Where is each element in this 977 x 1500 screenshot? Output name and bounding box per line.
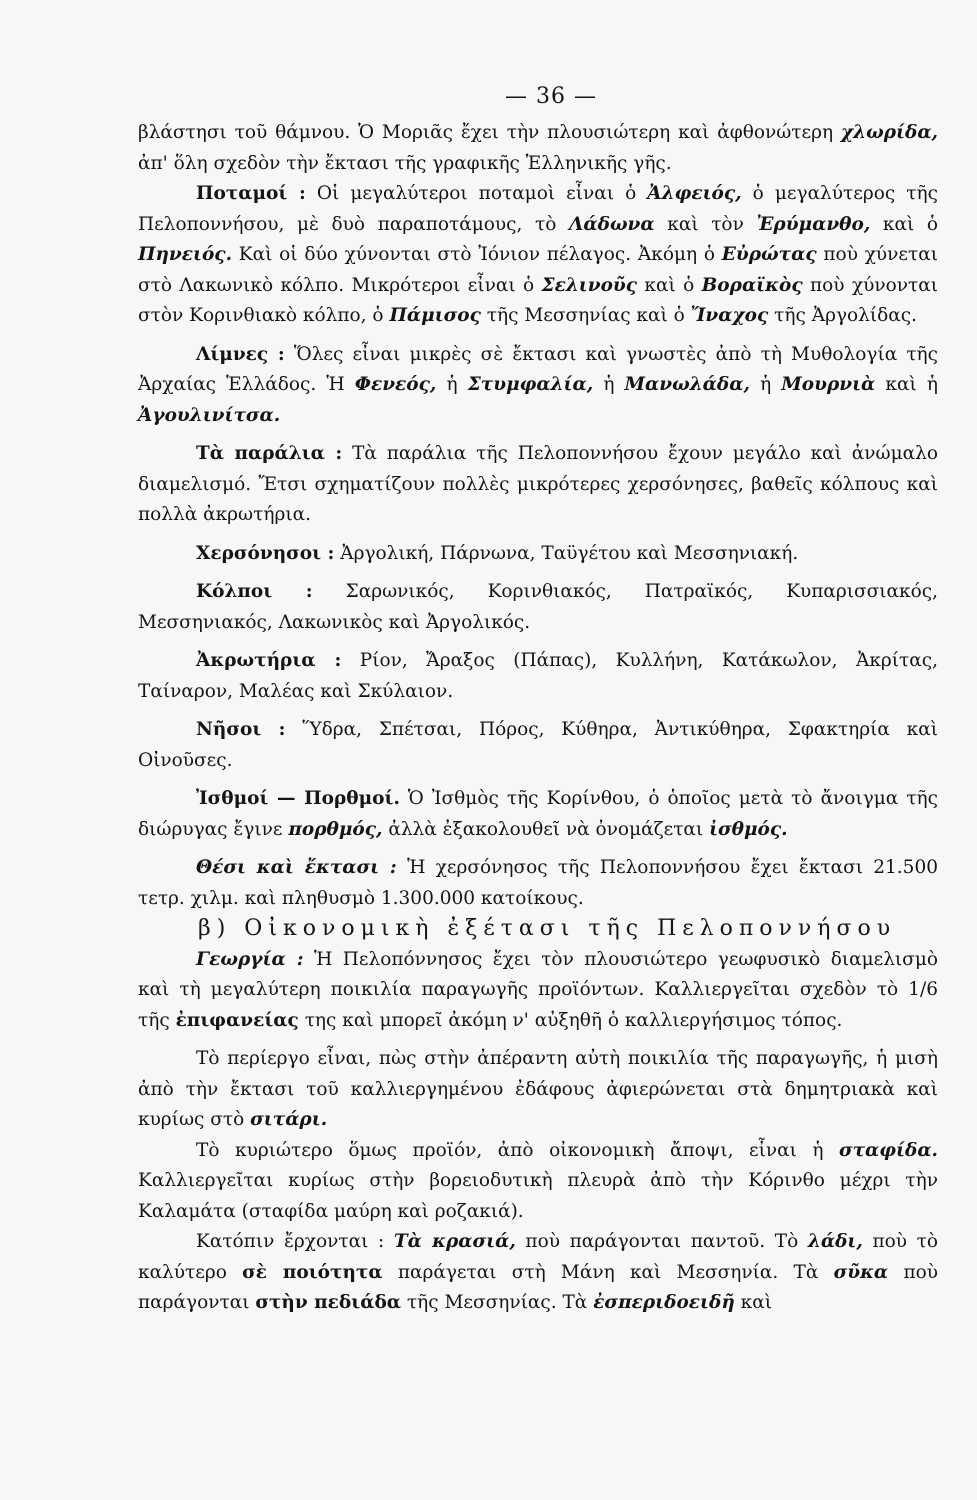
emphasis: λάδι,: [807, 1231, 863, 1252]
text: ποὺ χύνεται στὸ Λακωνικὸ κόλπο. Μικρότεροι εἶναι ὁ: [138, 244, 938, 296]
text: τῆς Μεσσηνίας. Τὰ: [401, 1292, 594, 1313]
text: βλάστησι τοῦ θάμνου. Ὁ Μοριᾶς ἔχει τὴν πλουσιώτερη καὶ ἀφθονώτερη: [138, 122, 841, 143]
text: ἡ: [593, 374, 625, 395]
text: Σαρωνικός, Κορινθιακός, Πατραϊκός, Κυπαρισσιακός, Μεσσηνιακός, Λακωνικὸς καὶ Ἀργολικός.: [138, 581, 938, 633]
section-label: Κόλποι :: [196, 581, 313, 602]
paragraph-peninsulas: [138, 539, 938, 570]
text: Ρίον, Ἄραξος (Πάπας), Κυλλήνη, Κατάκωλον, Ἀκρίτας, Ταίναρον, Μαλέας καὶ Σκύλαιον.: [138, 650, 938, 702]
text: της καὶ μπορεῖ ἀκόμη ν' αὐξηθῆ ὁ καλλιεργήσιμος τόπος.: [298, 1009, 843, 1031]
text: καὶ ὁ: [870, 213, 938, 235]
emphasis: Ἀλφειός,: [647, 183, 742, 204]
section-label: Γεωργία :: [196, 948, 304, 970]
emphasis: Ἴναχος: [690, 305, 769, 326]
text: καὶ ἡ: [875, 374, 938, 395]
emphasis: σιτάρι.: [250, 1109, 328, 1130]
text: ὁ μεγαλύτερος τῆς Πελοποννήσου, μὲ δυὸ παραποτάμους, τὸ: [138, 183, 938, 235]
paragraph-intro: [138, 118, 938, 179]
emphasis: πορθμός,: [288, 818, 383, 840]
emphasis: Μουρνιὰ: [781, 374, 876, 395]
paragraph-capes: [138, 646, 938, 707]
section-label: Χερσόνησοι :: [196, 542, 335, 564]
section-label: Θέσι καὶ ἔκτασι :: [196, 857, 397, 878]
text: Ἡ Πελοπόννησος ἔχει τὸν πλουσιώτερο γεωφυσικὸ διαμελισμὸ καὶ τὴ μεγαλύτερη ποικιλία παραγωγῆς προϊόντων. Καλλιεργεῖται σχεδὸν τὸ 1/6 τῆς: [138, 948, 938, 1031]
text: ἡ: [436, 374, 468, 395]
paragraph-products: [138, 1227, 938, 1319]
page-number: — 36 —: [505, 84, 597, 109]
emphasis: Ἀγουλινίτσα.: [138, 404, 281, 426]
paragraph-agriculture: [138, 945, 938, 1037]
emphasis: ἰσθμός.: [709, 818, 788, 840]
emphasis: Πάμισος: [389, 305, 481, 326]
emphasis: χλωρίδα,: [840, 122, 938, 143]
section-label: Νῆσοι :: [196, 719, 286, 740]
section-label: Ἀκρωτήρια :: [196, 650, 342, 671]
section-title: β) Οἰκονομικὴ ἐξέτασι τῆς Πελοποννήσου: [198, 916, 897, 941]
text: Ἡ χερσόνησος τῆς Πελοποννήσου ἔχει ἔκτασι 21.500 τετρ. χιλμ. καὶ πληθυσμὸ 1.300.000 κατοίκους.: [138, 857, 938, 909]
paragraph-cereals: [138, 1044, 938, 1136]
text: Καὶ οἱ δύο χύνονται στὸ Ἰόνιον πέλαγος. Ἀκόμη ὁ: [232, 244, 722, 265]
text: ἀλλὰ ἐξακολουθεῖ νὰ ὀνομάζεται: [382, 818, 710, 840]
text: καὶ: [734, 1292, 772, 1313]
text: Καλλιεργεῖται κυρίως στὴν βορειοδυτικὴ πλευρὰ ἀπὸ τὴν Κόρινθο μέχρι τὴν Καλαμάτα (σταφίδα μαύρη καὶ ροζακιά).: [138, 1170, 938, 1222]
emphasis: Στυμφαλία,: [467, 374, 594, 395]
paragraph-position: [138, 853, 938, 914]
emphasis: Μανωλάδα,: [624, 374, 750, 395]
text: Τὰ παράλια τῆς Πελοποννήσου ἔχουν μεγάλο καὶ ἀνώμαλο διαμελισμό. Ἔτσι σχηματίζουν πολλὲς μικρότερες χερσόνησες, βαθεῖς κόλπους καὶ πολλὰ ἀκρωτήρια.: [138, 443, 938, 525]
text: καὶ τὸν: [654, 213, 757, 235]
page-body: [138, 118, 938, 1319]
text: Τὸ κυριώτερο ὅμως προϊόν, ἀπὸ οἰκονομικὴ ἄποψι, εἶναι ἡ: [196, 1139, 839, 1161]
emphasis: ἐπιφανείας: [175, 1009, 299, 1031]
text: ποὺ παράγονται: [138, 1261, 938, 1313]
paragraph-coasts: [138, 439, 938, 531]
emphasis: Φενεός,: [354, 374, 437, 395]
text: Ὁ Ἰσθμὸς τῆς Κορίνθου, ὁ ὁποῖος μετὰ τὸ ἄνοιγμα τῆς διώρυγας ἔγινε: [138, 788, 938, 840]
emphasis: Ἐρύμανθο,: [756, 213, 871, 235]
emphasis: Εὐρώτας: [721, 244, 817, 265]
text: ἀπ' ὅλη σχεδὸν τὴν ἔκτασι τῆς γραφικῆς Ἑλληνικῆς γῆς.: [138, 152, 672, 174]
emphasis: Σελινοῦς: [541, 274, 638, 296]
text: Ὅλες εἶναι μικρὲς σὲ ἔκτασι καὶ γνωστὲς ἀπὸ τὴ Μυθολογία τῆς Ἀρχαίας Ἑλλάδος. Ἡ: [138, 343, 939, 395]
emphasis: ἐσπεριδοειδῆ: [593, 1292, 735, 1313]
emphasis: στὴν πεδιάδα: [255, 1292, 402, 1313]
text: ποὺ παράγονται παντοῦ. Τὸ: [515, 1231, 808, 1252]
emphasis: Πηνειός.: [138, 244, 233, 265]
text: Ἀργολική, Πάρνωνα, Ταϋγέτου καὶ Μεσσηνιακή.: [334, 542, 799, 564]
section-label: Ἰσθμοί — Πορθμοί.: [196, 788, 400, 809]
text: Ὕδρα, Σπέτσαι, Πόρος, Κύθηρα, Ἀντικύθηρα, Σφακτηρία καὶ Οἰνοῦσες.: [138, 719, 938, 771]
text: ἡ: [749, 374, 782, 395]
emphasis: Λάδωνα: [569, 213, 655, 235]
emphasis: σταφίδα.: [838, 1139, 938, 1161]
paragraph-isthmus: [138, 784, 938, 845]
emphasis: Τὰ κρασιά,: [393, 1231, 516, 1252]
text: Τὸ περίεργο εἶναι, πὼς στὴν ἀπέραντη αὐτὴ ποικιλία τῆς παραγωγῆς, ἡ μισὴ ἀπὸ τὴν ἔκτασι τοῦ καλλιεργημένου ἐδάφους ἀφιερώνεται στὰ δημητριακὰ καὶ κυρίως στὸ: [138, 1048, 938, 1130]
paragraph-raisin: [138, 1136, 938, 1228]
emphasis: Βοραϊκὸς: [701, 274, 803, 296]
paragraph-rivers: [138, 179, 938, 332]
emphasis: σὲ ποιότητα: [242, 1261, 383, 1283]
text: Οἱ μεγαλύτεροι ποταμοὶ εἶναι ὁ: [305, 183, 648, 204]
text: τῆς Ἀργολίδας.: [768, 305, 918, 326]
paragraph-gulfs: [138, 577, 938, 638]
text: καὶ ὁ: [637, 274, 702, 296]
text: Κατόπιν ἔρχονται :: [196, 1231, 394, 1252]
text: ποὺ τὸ καλύτερο: [138, 1231, 939, 1283]
paragraph-lakes: [138, 340, 938, 432]
section-label: Τὰ παράλια :: [196, 443, 343, 464]
emphasis: σῦκα: [833, 1261, 889, 1283]
text: τῆς Μεσσηνίας καὶ ὁ: [480, 305, 691, 326]
text: ποὺ χύνονται στὸν Κορινθιακὸ κόλπο, ὁ: [138, 274, 939, 326]
paragraph-islands: [138, 715, 938, 776]
section-label: Ποταμοί :: [196, 183, 306, 204]
section-label: Λίμνες :: [196, 343, 285, 365]
text: παράγεται στὴ Μάνη καὶ Μεσσηνία. Τὰ: [382, 1261, 834, 1283]
